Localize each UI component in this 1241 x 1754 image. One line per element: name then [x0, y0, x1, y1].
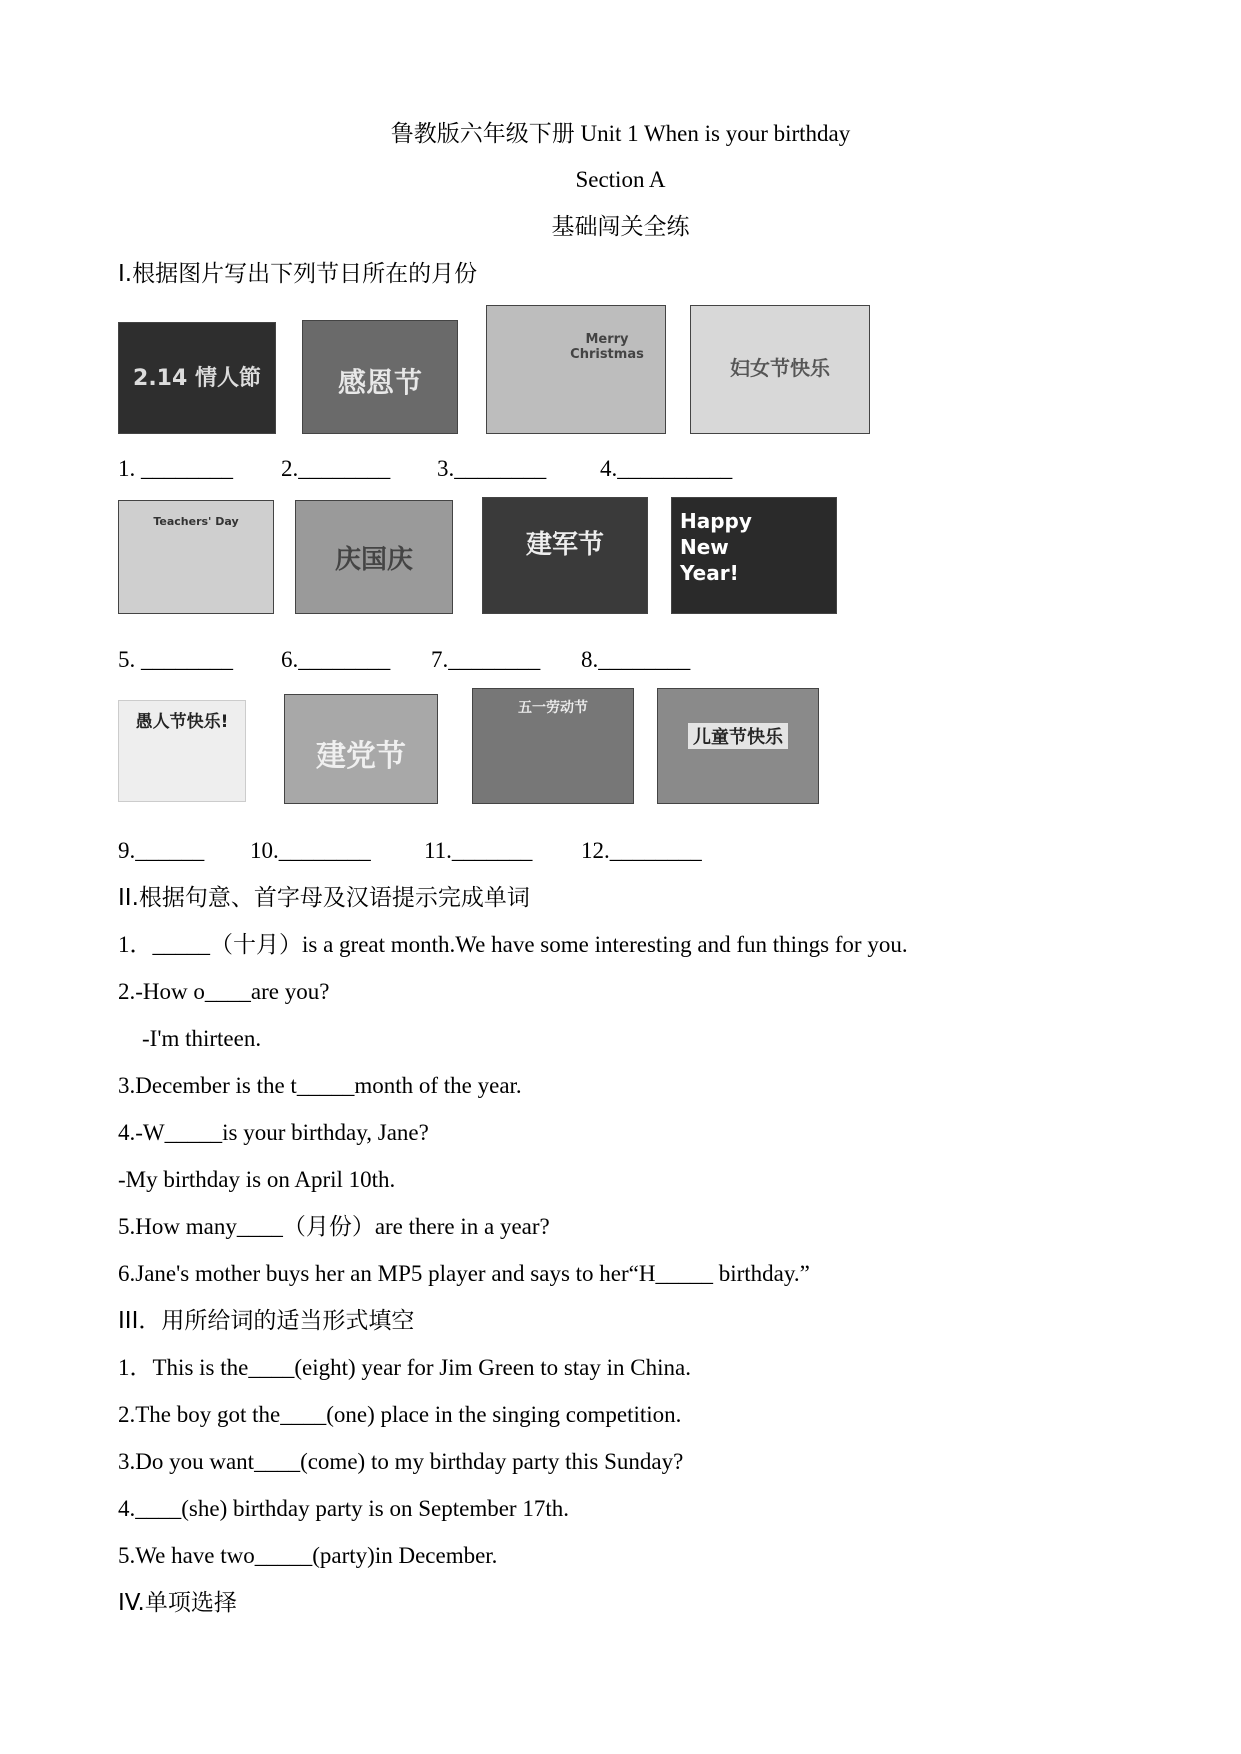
- image-caption: 庆国庆: [334, 545, 413, 575]
- image-caption: 建党节: [316, 739, 406, 774]
- image-caption: 2.14 情人節: [133, 366, 261, 391]
- section4-heading: IV.单项选择: [118, 1590, 237, 1616]
- document-subtitle: Section A: [575, 167, 666, 192]
- new-year-image: [671, 497, 837, 614]
- answer-blank-12[interactable]: 12.________: [581, 838, 702, 863]
- answer-blank-7[interactable]: 7.________: [431, 647, 541, 672]
- answer-blank-2[interactable]: 2.________: [281, 456, 391, 481]
- section3-item: 3.Do you want____(come) to my birthday party this Sunday?: [118, 1449, 684, 1474]
- section2-heading: II.根据句意、首字母及汉语提示完成单词: [118, 885, 530, 911]
- image-caption: Merry Christmas: [570, 332, 644, 362]
- womens-day-image: [690, 305, 870, 434]
- section3-item: 4.____(she) birthday party is on September 17th.: [118, 1496, 569, 1521]
- thanksgiving-image: [302, 320, 458, 434]
- row2-answer-blanks: [0, 645, 1241, 675]
- section3-item: 1．This is the____(eight) year for Jim Green to stay in China.: [118, 1355, 691, 1380]
- valentines-day-image: [118, 322, 276, 434]
- image-caption: 感恩节: [337, 366, 422, 399]
- section3-item: 5.We have two_____(party)in December.: [118, 1543, 498, 1568]
- section1-heading: I.根据图片写出下列节日所在的月份: [118, 261, 478, 287]
- image-caption: 儿童节快乐: [688, 723, 788, 749]
- section3-item: 2.The boy got the____(one) place in the singing competition.: [118, 1402, 682, 1427]
- image-caption: 妇女节快乐: [730, 356, 830, 380]
- answer-blank-3[interactable]: 3.________: [437, 456, 547, 481]
- section2-item: 2.-How o____are you?: [118, 979, 330, 1004]
- section3-heading: III．用所给词的适当形式填空: [118, 1308, 415, 1334]
- answer-blank-4[interactable]: 4.__________: [600, 456, 733, 481]
- answer-blank-11[interactable]: 11._______: [424, 838, 533, 863]
- party-day-image: [284, 694, 438, 804]
- answer-blank-10[interactable]: 10.________: [250, 838, 371, 863]
- section2-item: 3.December is the t_____month of the year.: [118, 1073, 522, 1098]
- section2-item: 1．_____（十月）is a great month.We have some interesting and fun things for you.: [118, 932, 908, 957]
- image-caption: 愚人节快乐!: [135, 712, 229, 732]
- row1-answer-blanks: [0, 454, 1241, 484]
- document-title: 鲁教版六年级下册 Unit 1 When is your birthday: [390, 121, 851, 146]
- image-caption: Happy New Year!: [680, 509, 752, 585]
- childrens-day-image: [657, 688, 819, 804]
- image-caption: 五一劳动节: [518, 700, 588, 716]
- christmas-image: [486, 305, 666, 434]
- teachers-day-image: [118, 500, 274, 614]
- answer-blank-1[interactable]: 1. ________: [118, 456, 233, 481]
- answer-blank-5[interactable]: 5. ________: [118, 647, 233, 672]
- answer-blank-9[interactable]: 9.______: [118, 838, 205, 863]
- section2-item: -I'm thirteen.: [142, 1026, 262, 1051]
- image-caption: Teachers' Day: [153, 515, 239, 528]
- april-fools-day-image: [118, 700, 246, 802]
- labour-day-image: [472, 688, 634, 804]
- image-caption: 建军节: [525, 530, 604, 560]
- row3-answer-blanks: [0, 836, 1241, 866]
- national-day-image: [295, 500, 453, 614]
- section2-item: -My birthday is on April 10th.: [118, 1167, 396, 1192]
- answer-blank-8[interactable]: 8.________: [581, 647, 691, 672]
- document-heading: 基础闯关全练: [551, 214, 690, 240]
- section2-item: 4.-W_____is your birthday, Jane?: [118, 1120, 429, 1145]
- section2-item: 5.How many____（月份）are there in a year?: [118, 1214, 550, 1239]
- section2-item: 6.Jane's mother buys her an MP5 player and says to her“H_____ birthday.”: [118, 1261, 810, 1286]
- answer-blank-6[interactable]: 6.________: [281, 647, 391, 672]
- army-day-image: [482, 497, 648, 614]
